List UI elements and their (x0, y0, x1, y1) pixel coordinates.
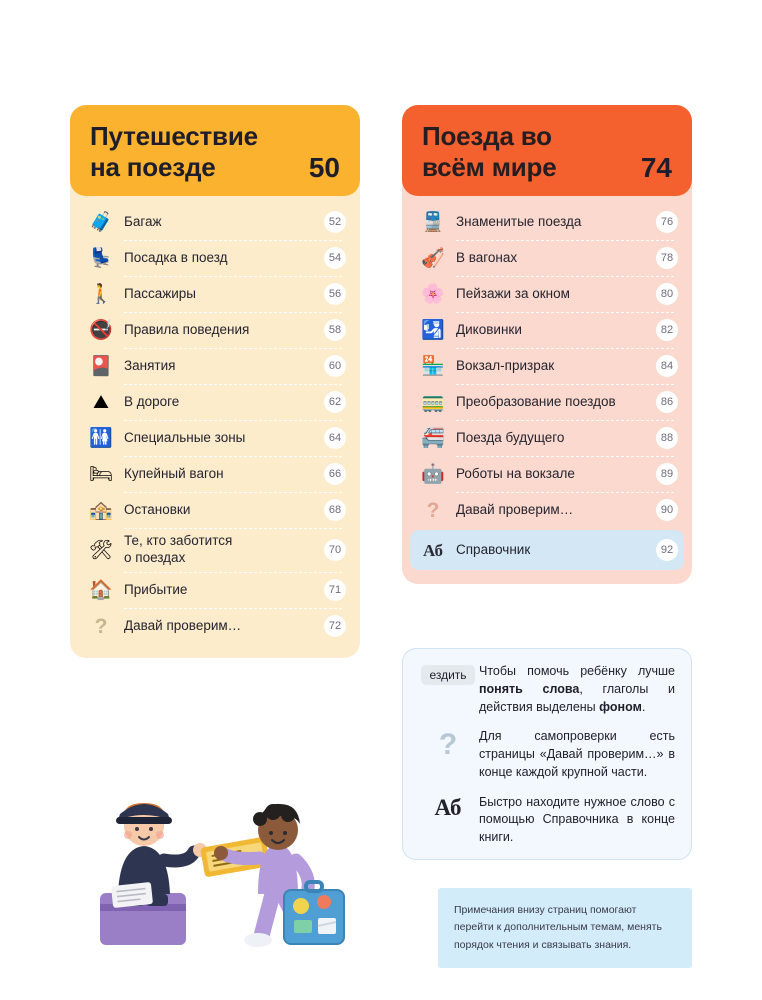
legend-text: Для самопроверки есть страницы «Давай проверим…» в конце каждой крупной части. (479, 729, 675, 779)
list-item-page: 90 (656, 499, 678, 521)
section-travel-by-train (70, 105, 360, 658)
list-item-page: 89 (656, 463, 678, 485)
list-item-label: В дороге (124, 393, 180, 409)
seat-icon: 💺 (89, 247, 113, 269)
question-icon: ? (426, 498, 440, 522)
arrival-icon: 🏠 (89, 579, 113, 601)
list-item-page: 62 (324, 391, 346, 413)
list-item-page: 72 (324, 615, 346, 637)
station-icon: 🏤 (89, 499, 113, 521)
list-item-page: 66 (324, 463, 346, 485)
future-train-icon: 🚝 (421, 427, 445, 449)
list-item[interactable] (84, 312, 346, 348)
legend-mark-label: ? (438, 728, 458, 762)
list-item[interactable] (84, 240, 346, 276)
passport-icon: 🛂 (421, 319, 445, 341)
legend-text: Быстро находите нужное слово с помощью Справочника в конце книги. (479, 794, 675, 844)
section-header (402, 105, 692, 196)
list-item-page: 54 (324, 247, 346, 269)
question-icon: ? (94, 614, 108, 638)
list-item[interactable] (84, 608, 346, 644)
section-items (402, 182, 692, 584)
list-item-label: Правила поведения (124, 321, 250, 337)
list-item-label: Купейный вагон (124, 465, 224, 481)
section-page-number: 74 (640, 152, 672, 184)
list-item[interactable] (84, 348, 346, 384)
blossom-tree-icon: 🌸 (421, 283, 445, 305)
conductor-and-boy-illustration (60, 718, 360, 968)
list-item-label: Диковинки (456, 321, 522, 337)
list-item-label: Поезда будущего (456, 429, 565, 445)
list-item-label: Остановки (124, 501, 191, 517)
list-item-label: В вагонах (456, 249, 518, 265)
section-header (70, 105, 360, 196)
list-item-label: Давай проверим… (456, 501, 574, 517)
list-item-label: Пейзажи за окном (456, 285, 570, 301)
list-item[interactable] (84, 572, 346, 608)
list-item-page: 76 (656, 211, 678, 233)
robot-icon: 🤖 (421, 463, 445, 485)
list-item-page: 80 (656, 283, 678, 305)
activities-icon: 🎴 (89, 355, 113, 377)
list-item-page: 56 (324, 283, 346, 305)
list-item-page: 64 (324, 427, 346, 449)
legend-mark-label: ездить (421, 665, 474, 685)
list-item-label: Роботы на вокзале (456, 465, 575, 481)
list-item[interactable] (416, 204, 678, 240)
section-trains-worldwide (402, 105, 692, 584)
bed-icon: 🛏 (88, 463, 114, 485)
list-item-label: Пассажиры (124, 285, 197, 301)
list-item[interactable] (416, 384, 678, 420)
suitcase-icon: 🧳 (89, 211, 113, 233)
list-item[interactable] (84, 492, 346, 528)
famous-train-icon: 🚆 (421, 211, 445, 233)
list-item-page: 82 (656, 319, 678, 341)
list-item[interactable] (416, 276, 678, 312)
section-page-number: 50 (308, 152, 340, 184)
list-item-label: Посадка в поезд (124, 249, 228, 265)
list-item[interactable] (84, 420, 346, 456)
list-item-label: Вокзал-призрак (456, 357, 555, 373)
legend-row-self-check (417, 728, 675, 781)
passenger-icon: 🚶 (89, 283, 113, 305)
list-item[interactable] (416, 456, 678, 492)
reference-icon (417, 794, 479, 819)
list-item[interactable] (416, 348, 678, 384)
section-title: Путешествие на поезде (90, 121, 258, 182)
legend-mark-label: Аб (434, 794, 462, 820)
list-item-label: Занятия (124, 357, 176, 373)
legend-text: Чтобы помочь ребёнку лучше понять слова, глаголы и действия выделены фоном. (479, 664, 675, 714)
special-zone-icon: 🚻 (89, 427, 113, 449)
list-item-label: Те, кто заботится о поездах (124, 533, 233, 566)
list-item[interactable] (410, 530, 684, 570)
list-item-page: 58 (324, 319, 346, 341)
list-item-label: Прибытие (124, 581, 188, 597)
list-item-page: 60 (324, 355, 346, 377)
legend-row-word-pill (417, 663, 675, 716)
legend-card (402, 648, 692, 860)
list-item-label: Преобразование поездов (456, 393, 616, 409)
word-pill-icon (417, 663, 479, 685)
list-item-page: 78 (656, 247, 678, 269)
list-item[interactable] (416, 492, 678, 528)
list-item[interactable] (84, 276, 346, 312)
list-item[interactable] (416, 240, 678, 276)
legend-row-reference (417, 794, 675, 847)
list-item-page: 71 (324, 579, 346, 601)
list-item[interactable] (84, 204, 346, 240)
worker-icon: 🛠 (88, 539, 114, 561)
list-item-page: 84 (656, 355, 678, 377)
list-item-page: 70 (324, 539, 346, 561)
list-item-label: Справочник (456, 541, 531, 557)
reference-icon: Аб (423, 540, 443, 560)
list-item-page: 86 (656, 391, 678, 413)
footnote-box: Примечания внизу страниц помогают перейти к дополнительным темам, менять порядок чтения и связывать знания. (438, 888, 692, 968)
guitar-icon: 🎻 (421, 247, 445, 269)
list-item[interactable] (84, 456, 346, 492)
list-item-label: Специальные зоны (124, 429, 246, 445)
no-smoking-icon: 🚭 (89, 319, 113, 341)
list-item-label: Знаменитые поезда (456, 213, 582, 229)
ghost-station-icon: 🏪 (421, 355, 445, 377)
list-item[interactable] (84, 528, 346, 572)
list-item[interactable] (84, 384, 346, 420)
list-item-page: 92 (656, 539, 678, 561)
list-item-page: 88 (656, 427, 678, 449)
list-item[interactable] (416, 312, 678, 348)
list-item-label: Давай проверим… (124, 617, 242, 633)
list-item[interactable] (416, 420, 678, 456)
question-icon (417, 728, 479, 760)
section-title: Поезда во всём мире (422, 121, 557, 182)
mountains-icon: ⛰ (93, 391, 109, 413)
section-items (70, 182, 360, 658)
list-item-page: 68 (324, 499, 346, 521)
train-transform-icon: 🚃 (421, 391, 445, 413)
list-item-label: Багаж (124, 213, 162, 229)
list-item-page: 52 (324, 211, 346, 233)
